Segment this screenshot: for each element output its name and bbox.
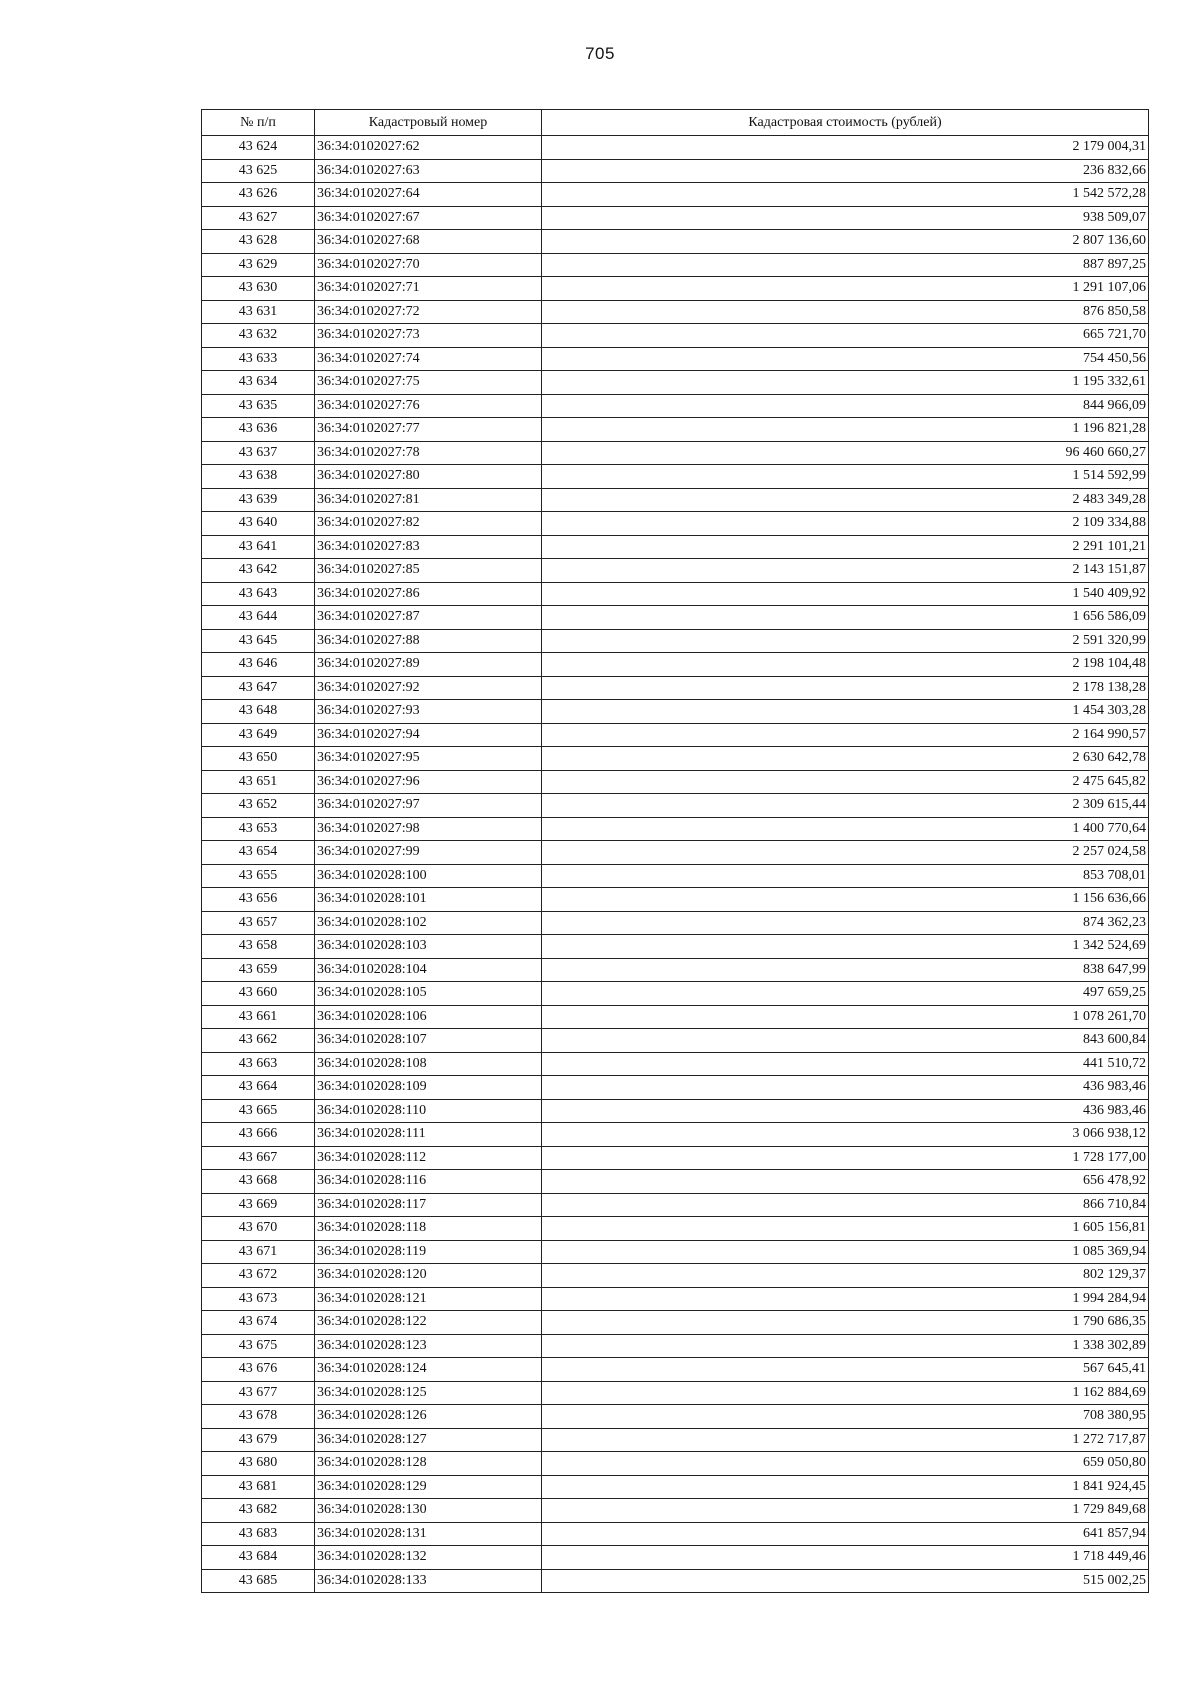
cadastral-number: 36:34:0102027:72: [315, 300, 542, 324]
row-number: 43 650: [202, 747, 315, 771]
cadastral-number: 36:34:0102027:86: [315, 582, 542, 606]
row-number: 43 643: [202, 582, 315, 606]
table-row: [202, 347, 1149, 371]
table-row: [202, 935, 1149, 959]
row-number: 43 656: [202, 888, 315, 912]
table-row: [202, 1052, 1149, 1076]
cadastral-number: 36:34:0102027:76: [315, 394, 542, 418]
cadastral-value: 656 478,92: [542, 1170, 1149, 1194]
cadastral-number: 36:34:0102028:125: [315, 1381, 542, 1405]
row-number: 43 685: [202, 1569, 315, 1593]
table-row: [202, 559, 1149, 583]
table-row: [202, 277, 1149, 301]
row-number: 43 679: [202, 1428, 315, 1452]
row-number: 43 624: [202, 136, 315, 160]
row-number: 43 682: [202, 1499, 315, 1523]
header-row: [202, 110, 1149, 136]
cadastral-value: 2 475 645,82: [542, 770, 1149, 794]
table-row: [202, 1287, 1149, 1311]
cadastral-number: 36:34:0102027:81: [315, 488, 542, 512]
cadastral-number: 36:34:0102027:87: [315, 606, 542, 630]
cadastral-value: 2 178 138,28: [542, 676, 1149, 700]
cadastral-value: 2 109 334,88: [542, 512, 1149, 536]
cadastral-number: 36:34:0102028:133: [315, 1569, 542, 1593]
cadastral-number: 36:34:0102027:78: [315, 441, 542, 465]
row-number: 43 676: [202, 1358, 315, 1382]
row-number: 43 627: [202, 206, 315, 230]
cadastral-value: 754 450,56: [542, 347, 1149, 371]
cadastral-value: 1 400 770,64: [542, 817, 1149, 841]
table-row: [202, 864, 1149, 888]
table-row: [202, 1123, 1149, 1147]
cadastral-number: 36:34:0102028:116: [315, 1170, 542, 1194]
row-number: 43 666: [202, 1123, 315, 1147]
cadastral-number: 36:34:0102028:119: [315, 1240, 542, 1264]
cadastral-value: 1 078 261,70: [542, 1005, 1149, 1029]
row-number: 43 669: [202, 1193, 315, 1217]
table-row: [202, 1334, 1149, 1358]
cadastral-number: 36:34:0102028:131: [315, 1522, 542, 1546]
cadastral-value: 2 291 101,21: [542, 535, 1149, 559]
cadastral-value: 567 645,41: [542, 1358, 1149, 1382]
row-number: 43 661: [202, 1005, 315, 1029]
row-number: 43 635: [202, 394, 315, 418]
row-number: 43 654: [202, 841, 315, 865]
cadastral-value-table: [201, 109, 1149, 1593]
row-number: 43 625: [202, 159, 315, 183]
cadastral-value: 236 832,66: [542, 159, 1149, 183]
table-row: [202, 982, 1149, 1006]
row-number: 43 671: [202, 1240, 315, 1264]
row-number: 43 658: [202, 935, 315, 959]
cadastral-value: 853 708,01: [542, 864, 1149, 888]
cadastral-value: 1 085 369,94: [542, 1240, 1149, 1264]
cadastral-number: 36:34:0102027:93: [315, 700, 542, 724]
row-number: 43 641: [202, 535, 315, 559]
table-row: [202, 629, 1149, 653]
table-row: [202, 206, 1149, 230]
cadastral-value: 1 454 303,28: [542, 700, 1149, 724]
table-row: [202, 136, 1149, 160]
cadastral-number: 36:34:0102028:123: [315, 1334, 542, 1358]
row-number: 43 667: [202, 1146, 315, 1170]
row-number: 43 640: [202, 512, 315, 536]
header-row-number: № п/п: [202, 110, 315, 136]
table-row: [202, 958, 1149, 982]
row-number: 43 639: [202, 488, 315, 512]
table-row: [202, 1217, 1149, 1241]
table-row: [202, 911, 1149, 935]
cadastral-value: 2 198 104,48: [542, 653, 1149, 677]
table-row: [202, 1099, 1149, 1123]
cadastral-number: 36:34:0102027:97: [315, 794, 542, 818]
row-number: 43 632: [202, 324, 315, 348]
cadastral-number: 36:34:0102028:109: [315, 1076, 542, 1100]
cadastral-number: 36:34:0102027:74: [315, 347, 542, 371]
table-row: [202, 512, 1149, 536]
cadastral-value: 1 728 177,00: [542, 1146, 1149, 1170]
table-row: [202, 700, 1149, 724]
cadastral-value: 1 342 524,69: [542, 935, 1149, 959]
cadastral-value: 1 272 717,87: [542, 1428, 1149, 1452]
cadastral-number: 36:34:0102028:106: [315, 1005, 542, 1029]
row-number: 43 664: [202, 1076, 315, 1100]
row-number: 43 630: [202, 277, 315, 301]
cadastral-value: 1 841 924,45: [542, 1475, 1149, 1499]
cadastral-number: 36:34:0102027:99: [315, 841, 542, 865]
cadastral-number: 36:34:0102028:108: [315, 1052, 542, 1076]
cadastral-value: 938 509,07: [542, 206, 1149, 230]
table-row: [202, 1569, 1149, 1593]
cadastral-number: 36:34:0102027:70: [315, 253, 542, 277]
cadastral-number: 36:34:0102028:101: [315, 888, 542, 912]
cadastral-number: 36:34:0102028:129: [315, 1475, 542, 1499]
cadastral-number: 36:34:0102028:111: [315, 1123, 542, 1147]
table-row: [202, 770, 1149, 794]
cadastral-value: 3 066 938,12: [542, 1123, 1149, 1147]
table-row: [202, 1264, 1149, 1288]
cadastral-value: 1 542 572,28: [542, 183, 1149, 207]
cadastral-value: 1 656 586,09: [542, 606, 1149, 630]
table-row: [202, 1475, 1149, 1499]
cadastral-value: 1 196 821,28: [542, 418, 1149, 442]
table-header: [202, 110, 1149, 136]
cadastral-value: 2 257 024,58: [542, 841, 1149, 865]
cadastral-number: 36:34:0102027:71: [315, 277, 542, 301]
row-number: 43 633: [202, 347, 315, 371]
row-number: 43 675: [202, 1334, 315, 1358]
cadastral-number: 36:34:0102027:98: [315, 817, 542, 841]
row-number: 43 629: [202, 253, 315, 277]
cadastral-value: 659 050,80: [542, 1452, 1149, 1476]
cadastral-value: 2 143 151,87: [542, 559, 1149, 583]
cadastral-number: 36:34:0102027:80: [315, 465, 542, 489]
cadastral-number: 36:34:0102028:118: [315, 1217, 542, 1241]
cadastral-number: 36:34:0102027:94: [315, 723, 542, 747]
table-row: [202, 1076, 1149, 1100]
table-row: [202, 1311, 1149, 1335]
table-row: [202, 1499, 1149, 1523]
header-cadastral-value: Кадастровая стоимость (рублей): [542, 110, 1149, 136]
table-row: [202, 1146, 1149, 1170]
cadastral-value: 1 718 449,46: [542, 1546, 1149, 1570]
cadastral-value: 2 179 004,31: [542, 136, 1149, 160]
row-number: 43 649: [202, 723, 315, 747]
cadastral-value: 1 514 592,99: [542, 465, 1149, 489]
table-row: [202, 253, 1149, 277]
cadastral-number: 36:34:0102027:73: [315, 324, 542, 348]
cadastral-number: 36:34:0102027:82: [315, 512, 542, 536]
cadastral-number: 36:34:0102027:67: [315, 206, 542, 230]
cadastral-value: 1 156 636,66: [542, 888, 1149, 912]
cadastral-number: 36:34:0102028:130: [315, 1499, 542, 1523]
cadastral-number: 36:34:0102027:62: [315, 136, 542, 160]
table-row: [202, 747, 1149, 771]
cadastral-value: 436 983,46: [542, 1099, 1149, 1123]
table-row: [202, 606, 1149, 630]
cadastral-number: 36:34:0102028:127: [315, 1428, 542, 1452]
cadastral-value: 1 338 302,89: [542, 1334, 1149, 1358]
cadastral-value: 441 510,72: [542, 1052, 1149, 1076]
cadastral-value: 641 857,94: [542, 1522, 1149, 1546]
cadastral-value: 1 994 284,94: [542, 1287, 1149, 1311]
cadastral-number: 36:34:0102028:105: [315, 982, 542, 1006]
cadastral-value: 838 647,99: [542, 958, 1149, 982]
cadastral-value: 1 540 409,92: [542, 582, 1149, 606]
cadastral-value: 866 710,84: [542, 1193, 1149, 1217]
row-number: 43 646: [202, 653, 315, 677]
table-row: [202, 183, 1149, 207]
cadastral-value: 96 460 660,27: [542, 441, 1149, 465]
row-number: 43 628: [202, 230, 315, 254]
row-number: 43 645: [202, 629, 315, 653]
table-row: [202, 535, 1149, 559]
cadastral-number: 36:34:0102028:122: [315, 1311, 542, 1335]
header-cadastral-number: Кадастровый номер: [315, 110, 542, 136]
cadastral-number: 36:34:0102027:68: [315, 230, 542, 254]
row-number: 43 655: [202, 864, 315, 888]
table-row: [202, 159, 1149, 183]
row-number: 43 668: [202, 1170, 315, 1194]
table-row: [202, 1193, 1149, 1217]
cadastral-number: 36:34:0102028:110: [315, 1099, 542, 1123]
cadastral-number: 36:34:0102028:128: [315, 1452, 542, 1476]
row-number: 43 678: [202, 1405, 315, 1429]
cadastral-number: 36:34:0102027:88: [315, 629, 542, 653]
row-number: 43 657: [202, 911, 315, 935]
table-row: [202, 394, 1149, 418]
cadastral-value: 874 362,23: [542, 911, 1149, 935]
cadastral-value: 1 162 884,69: [542, 1381, 1149, 1405]
table-row: [202, 1358, 1149, 1382]
cadastral-value: 2 591 320,99: [542, 629, 1149, 653]
cadastral-number: 36:34:0102028:103: [315, 935, 542, 959]
table-row: [202, 817, 1149, 841]
table-row: [202, 488, 1149, 512]
row-number: 43 638: [202, 465, 315, 489]
table-row: [202, 1405, 1149, 1429]
cadastral-number: 36:34:0102027:89: [315, 653, 542, 677]
table-row: [202, 794, 1149, 818]
table-row: [202, 1452, 1149, 1476]
cadastral-number: 36:34:0102027:96: [315, 770, 542, 794]
table-row: [202, 465, 1149, 489]
row-number: 43 673: [202, 1287, 315, 1311]
cadastral-value: 2 807 136,60: [542, 230, 1149, 254]
cadastral-value: 2 483 349,28: [542, 488, 1149, 512]
row-number: 43 660: [202, 982, 315, 1006]
row-number: 43 647: [202, 676, 315, 700]
row-number: 43 637: [202, 441, 315, 465]
cadastral-value: 1 729 849,68: [542, 1499, 1149, 1523]
page-number: 705: [585, 44, 615, 63]
table-row: [202, 1005, 1149, 1029]
cadastral-value: 436 983,46: [542, 1076, 1149, 1100]
row-number: 43 648: [202, 700, 315, 724]
cadastral-value: 802 129,37: [542, 1264, 1149, 1288]
cadastral-number: 36:34:0102028:100: [315, 864, 542, 888]
cadastral-number: 36:34:0102028:121: [315, 1287, 542, 1311]
row-number: 43 684: [202, 1546, 315, 1570]
cadastral-value: 1 605 156,81: [542, 1217, 1149, 1241]
row-number: 43 626: [202, 183, 315, 207]
table-row: [202, 1029, 1149, 1053]
row-number: 43 636: [202, 418, 315, 442]
table-row: [202, 1522, 1149, 1546]
table-row: [202, 1381, 1149, 1405]
cadastral-number: 36:34:0102028:124: [315, 1358, 542, 1382]
row-number: 43 651: [202, 770, 315, 794]
cadastral-number: 36:34:0102028:120: [315, 1264, 542, 1288]
cadastral-value: 876 850,58: [542, 300, 1149, 324]
cadastral-number: 36:34:0102028:104: [315, 958, 542, 982]
cadastral-value: 1 291 107,06: [542, 277, 1149, 301]
cadastral-number: 36:34:0102028:112: [315, 1146, 542, 1170]
table-row: [202, 300, 1149, 324]
cadastral-number: 36:34:0102028:126: [315, 1405, 542, 1429]
table-row: [202, 841, 1149, 865]
table-row: [202, 441, 1149, 465]
cadastral-value: 1 790 686,35: [542, 1311, 1149, 1335]
cadastral-value: 2 630 642,78: [542, 747, 1149, 771]
table-row: [202, 418, 1149, 442]
cadastral-number: 36:34:0102028:102: [315, 911, 542, 935]
row-number: 43 663: [202, 1052, 315, 1076]
table-body: [202, 136, 1149, 1593]
row-number: 43 662: [202, 1029, 315, 1053]
row-number: 43 659: [202, 958, 315, 982]
cadastral-value: 708 380,95: [542, 1405, 1149, 1429]
row-number: 43 644: [202, 606, 315, 630]
cadastral-value: 2 309 615,44: [542, 794, 1149, 818]
cadastral-value: 665 721,70: [542, 324, 1149, 348]
row-number: 43 665: [202, 1099, 315, 1123]
row-number: 43 642: [202, 559, 315, 583]
table-row: [202, 1546, 1149, 1570]
cadastral-value: 887 897,25: [542, 253, 1149, 277]
cadastral-value: 515 002,25: [542, 1569, 1149, 1593]
table-row: [202, 371, 1149, 395]
cadastral-value: 844 966,09: [542, 394, 1149, 418]
table-row: [202, 582, 1149, 606]
table-row: [202, 653, 1149, 677]
table-row: [202, 1428, 1149, 1452]
cadastral-number: 36:34:0102027:85: [315, 559, 542, 583]
cadastral-value: 843 600,84: [542, 1029, 1149, 1053]
cadastral-value: 1 195 332,61: [542, 371, 1149, 395]
row-number: 43 631: [202, 300, 315, 324]
cadastral-number: 36:34:0102027:83: [315, 535, 542, 559]
row-number: 43 634: [202, 371, 315, 395]
cadastral-number: 36:34:0102027:64: [315, 183, 542, 207]
table-row: [202, 1170, 1149, 1194]
row-number: 43 683: [202, 1522, 315, 1546]
cadastral-number: 36:34:0102027:63: [315, 159, 542, 183]
cadastral-number: 36:34:0102027:75: [315, 371, 542, 395]
table-row: [202, 324, 1149, 348]
table-row: [202, 1240, 1149, 1264]
row-number: 43 681: [202, 1475, 315, 1499]
row-number: 43 653: [202, 817, 315, 841]
table-row: [202, 230, 1149, 254]
row-number: 43 680: [202, 1452, 315, 1476]
row-number: 43 652: [202, 794, 315, 818]
cadastral-number: 36:34:0102027:92: [315, 676, 542, 700]
cadastral-number: 36:34:0102027:95: [315, 747, 542, 771]
table-row: [202, 723, 1149, 747]
cadastral-number: 36:34:0102028:117: [315, 1193, 542, 1217]
row-number: 43 670: [202, 1217, 315, 1241]
table-row: [202, 888, 1149, 912]
cadastral-number: 36:34:0102028:132: [315, 1546, 542, 1570]
row-number: 43 677: [202, 1381, 315, 1405]
cadastral-value: 2 164 990,57: [542, 723, 1149, 747]
table-row: [202, 676, 1149, 700]
row-number: 43 672: [202, 1264, 315, 1288]
row-number: 43 674: [202, 1311, 315, 1335]
cadastral-number: 36:34:0102028:107: [315, 1029, 542, 1053]
cadastral-value: 497 659,25: [542, 982, 1149, 1006]
cadastral-number: 36:34:0102027:77: [315, 418, 542, 442]
